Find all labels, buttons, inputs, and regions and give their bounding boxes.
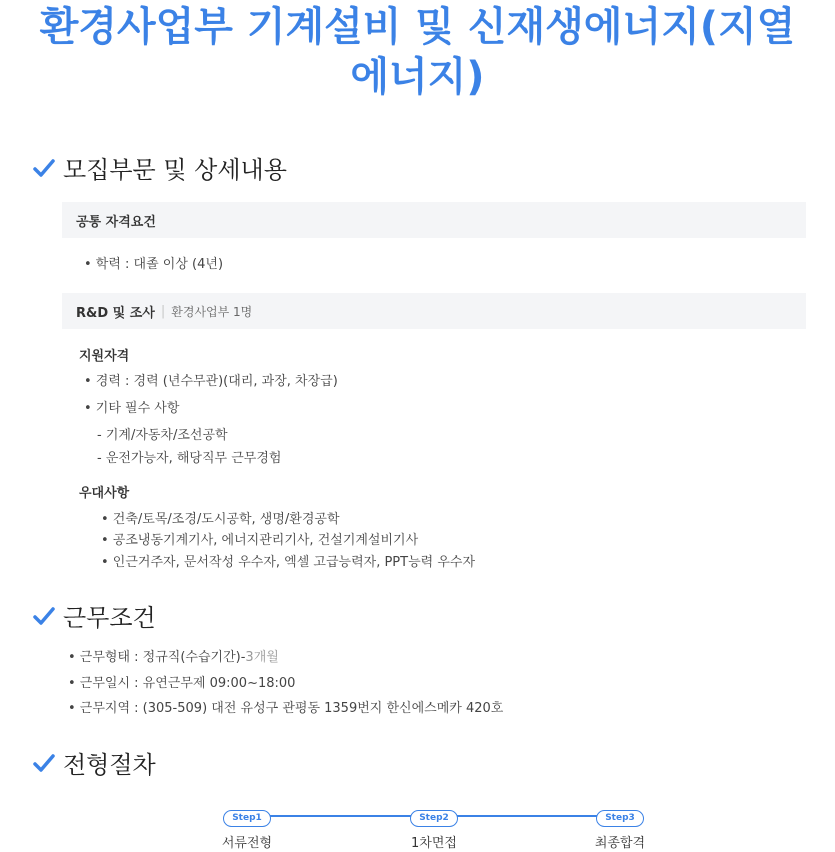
common-item: • 학력 : 대졸 이상 (4년) [84, 257, 224, 272]
section-process-title: 전형절차 [63, 751, 156, 779]
process-step-1 [207, 805, 287, 851]
process-steps [0, 805, 835, 852]
step-label: 서류전형 [221, 836, 273, 851]
step-label: 1차면접 [411, 836, 457, 851]
process-step-2 [394, 805, 474, 851]
common-requirements-header: 공통 자격요건 [76, 214, 156, 230]
section-conditions-heading [33, 598, 156, 633]
qualification-item: • 기타 필수 사항 [84, 401, 180, 416]
rnd-separator: | [160, 303, 166, 319]
page-title-line1: 환경사업부 기계설비 및 신재생에너지(지열 [39, 4, 796, 50]
condition-hours: • 근무일시 : 유연근무제 09:00~18:00 [68, 676, 296, 691]
process-step-3 [580, 805, 660, 851]
step-badge: Step1 [223, 810, 271, 827]
step-label: 최종합격 [594, 836, 646, 851]
qualification-item: • 경력 : 경력 (년수무관)(대리, 과장, 차장급) [84, 374, 338, 389]
section-process-heading [33, 745, 156, 780]
condition-location: • 근무지역 : (305-509) 대전 유성구 관평동 1359번지 한신에스메카 420호 [68, 701, 504, 716]
section-recruit-heading [33, 150, 287, 185]
step-badge: Step2 [410, 810, 458, 827]
qualification-sub-item: - 운전가능자, 해당직무 근무경험 [97, 451, 282, 466]
page-title-line2: 에너지) [350, 54, 485, 100]
rnd-bar [62, 293, 806, 329]
qualification-sub-item: - 기계/자동차/조선공학 [97, 428, 228, 443]
section-recruit-title: 모집부문 및 상세내용 [63, 156, 287, 184]
condition-type-text: • 근무형태 : 정규직(수습기간)- [68, 650, 246, 665]
preference-item: • 건축/토목/조경/도시공학, 생명/환경공학 [101, 512, 340, 527]
page-title [0, 0, 835, 102]
step-badge: Step3 [596, 810, 644, 827]
condition-type [68, 646, 279, 665]
preference-title: 우대사항 [79, 486, 130, 501]
preference-item: • 공조냉동기계기사, 에너지관리기사, 건설기계설비기사 [101, 533, 419, 548]
common-requirements-bar [62, 202, 806, 238]
qualification-title: 지원자격 [79, 349, 130, 364]
check-icon [33, 752, 55, 774]
preference-item: • 인근거주자, 문서작성 우수자, 엑셀 고급능력자, PPT능력 우수자 [101, 555, 476, 570]
check-icon [33, 157, 55, 179]
rnd-dept: 환경사업부 1명 [171, 304, 253, 319]
check-icon [33, 605, 55, 627]
rnd-header: R&D 및 조사 [76, 305, 155, 321]
condition-type-period: 3개월 [245, 650, 279, 665]
section-conditions-title: 근무조건 [63, 604, 156, 632]
